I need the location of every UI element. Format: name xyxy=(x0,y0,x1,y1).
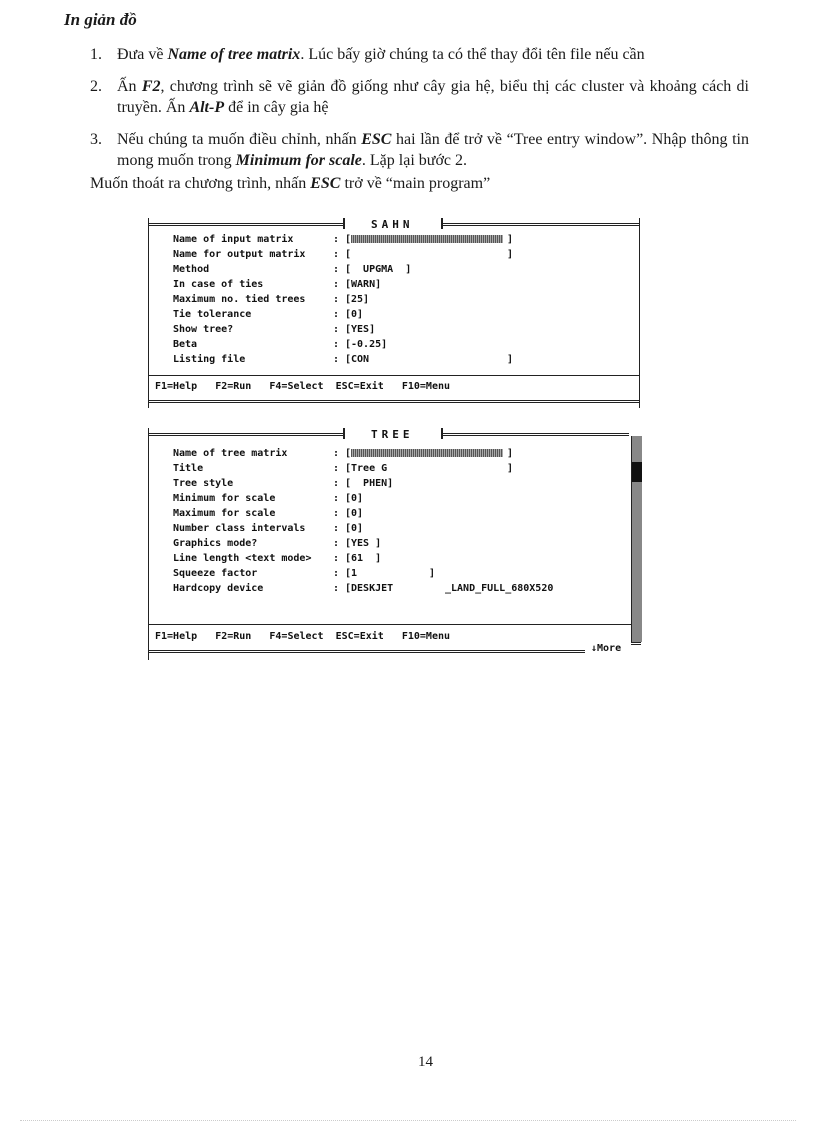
sahn-divider xyxy=(149,375,639,376)
tree-field-style[interactable]: Tree style : [ PHEN] xyxy=(173,478,394,489)
more-indicator[interactable]: ↓More xyxy=(591,643,622,654)
tree-divider xyxy=(149,624,631,625)
sahn-field-input-matrix[interactable]: Name of input matrix : [ ] xyxy=(173,234,514,245)
scroll-thumb[interactable] xyxy=(632,462,642,482)
tree-function-bar[interactable]: F1=Help F2=Run F4=Select ESC=Exit F10=Menu xyxy=(155,631,451,642)
step-text: Ấn F2, chương trình sẽ vẽ giản đồ giống như cây gia hệ, biểu thị các cluster và khoảng cách di truyền. Ấn Alt-P để in cây gia hệ xyxy=(117,78,749,116)
sahn-titlebar xyxy=(149,218,639,230)
tree-field-line-length[interactable]: Line length <text mode> : [61 ] xyxy=(173,553,382,564)
page-number: 14 xyxy=(418,1054,433,1070)
tree-field-title[interactable]: Title : [Tree G ] xyxy=(173,463,514,474)
section-heading: In giản đồ xyxy=(64,10,137,29)
step-text: Nếu chúng ta muốn điều chỉnh, nhấn ESC hai lần để trở về “Tree entry window”. Nhập thông tin mong muốn trong Minimum for scale. Lặp lại bước 2. xyxy=(117,131,749,169)
tree-window xyxy=(148,428,643,660)
sahn-function-bar[interactable]: F1=Help F2=Run F4=Select ESC=Exit F10=Menu xyxy=(155,381,451,392)
tree-title: TREE xyxy=(371,428,414,441)
tree-field-min-scale[interactable]: Minimum for scale : [0] xyxy=(173,493,364,504)
sahn-field-method[interactable]: Method : [ UPGMA ] xyxy=(173,264,412,275)
tree-field-class-intervals[interactable]: Number class intervals : [0] xyxy=(173,523,364,534)
sahn-title: SAHN xyxy=(371,218,414,231)
sahn-bottom-border xyxy=(149,400,639,403)
sahn-field-max-tied[interactable]: Maximum no. tied trees : [25] xyxy=(173,294,370,305)
sahn-field-listing-file[interactable]: Listing file : [CON ] xyxy=(173,354,514,365)
sahn-field-show-tree[interactable]: Show tree? : [YES] xyxy=(173,324,376,335)
tree-titlebar xyxy=(149,428,643,440)
tree-scrollbar[interactable] xyxy=(631,436,642,642)
corner-border xyxy=(631,642,641,645)
sahn-window xyxy=(148,218,640,408)
tree-field-matrix[interactable]: Name of tree matrix : [ ] xyxy=(173,448,514,459)
tree-bottom-border xyxy=(149,650,585,653)
exit-instruction: Muốn thoát ra chương trình, nhấn ESC trở về “main program” xyxy=(90,175,491,192)
step-number: 3. xyxy=(90,131,102,148)
tree-field-squeeze[interactable]: Squeeze factor : [1 ] xyxy=(173,568,436,579)
sahn-field-ties[interactable]: In case of ties : [WARN] xyxy=(173,279,382,290)
tree-field-graphics-mode[interactable]: Graphics mode? : [YES ] xyxy=(173,538,382,549)
sahn-field-beta[interactable]: Beta : [-0.25] xyxy=(173,339,388,350)
tree-field-max-scale[interactable]: Maximum for scale : [0] xyxy=(173,508,364,519)
tree-field-hardcopy[interactable]: Hardcopy device : [DESKJET _LAND_FULL_680X520 xyxy=(173,583,554,594)
page-bottom-rule xyxy=(20,1120,796,1121)
sahn-field-tie-tolerance[interactable]: Tie tolerance : [0] xyxy=(173,309,364,320)
sahn-field-output-matrix[interactable]: Name for output matrix : [ ] xyxy=(173,249,514,260)
step-number: 1. xyxy=(90,46,102,63)
step-number: 2. xyxy=(90,78,102,95)
step-text: Đưa về Name of tree matrix. Lúc bấy giờ chúng ta có thể thay đổi tên file nếu cần xyxy=(117,46,645,63)
